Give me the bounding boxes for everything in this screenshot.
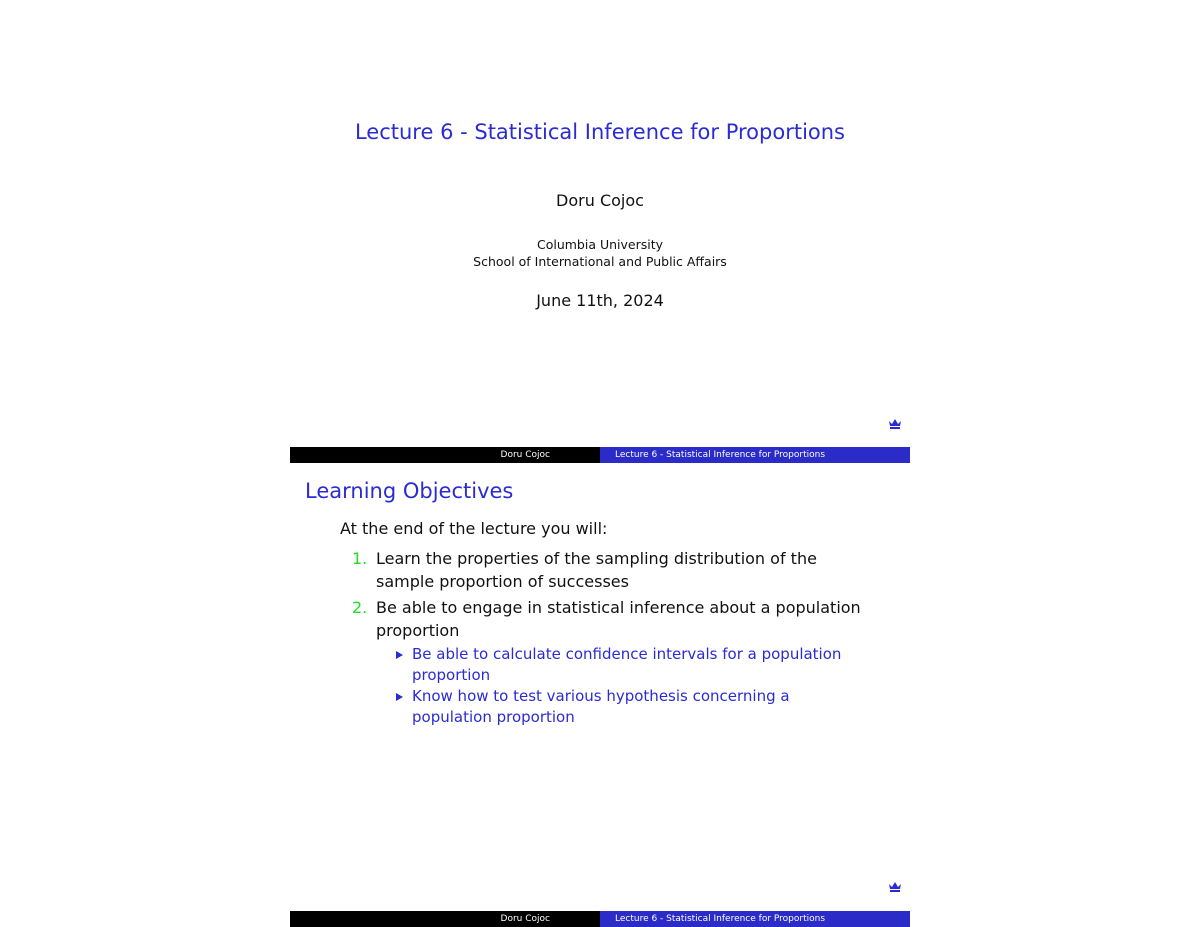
author-name: Doru Cojoc (556, 191, 644, 210)
crown-icon (888, 417, 902, 429)
triangle-bullet-icon (396, 693, 403, 701)
title-slide (290, 0, 910, 463)
institution (290, 236, 910, 270)
sub-item-text: Be able to calculate confidence intervals for a population proportion (412, 645, 842, 684)
sub-list-item (376, 686, 870, 728)
institution-line-2: School of International and Public Affairs (473, 254, 727, 269)
lecture-title: Lecture 6 - Statistical Inference for Proportions (354, 120, 846, 144)
slide-heading: Learning Objectives (305, 479, 514, 503)
footer-author: Doru Cojoc (290, 911, 600, 927)
objectives-list (350, 547, 870, 731)
footer-bar (290, 911, 910, 927)
lecture-date: June 11th, 2024 (536, 291, 664, 310)
triangle-bullet-icon (396, 651, 403, 659)
sub-list-item (376, 644, 870, 686)
list-item (350, 547, 870, 593)
institution-line-1: Columbia University (536, 237, 664, 252)
footer-title: Lecture 6 - Statistical Inference for Proportions (600, 447, 910, 463)
item-text: Be able to engage in statistical inference about a population proportion (376, 598, 861, 640)
item-text: Learn the properties of the sampling distribution of the sample proportion of successes (376, 549, 817, 591)
sub-item-text: Know how to test various hypothesis concerning a population proportion (412, 687, 790, 726)
footer-title: Lecture 6 - Statistical Inference for Proportions (600, 911, 910, 927)
objectives-slide (290, 463, 910, 927)
footer-author: Doru Cojoc (290, 447, 600, 463)
item-number: 1. (352, 549, 368, 568)
intro-text: At the end of the lecture you will: (340, 519, 608, 538)
footer-bar (290, 447, 910, 463)
sub-list (376, 644, 870, 728)
item-number: 2. (352, 598, 368, 617)
list-item (350, 596, 870, 728)
crown-icon (888, 880, 902, 892)
